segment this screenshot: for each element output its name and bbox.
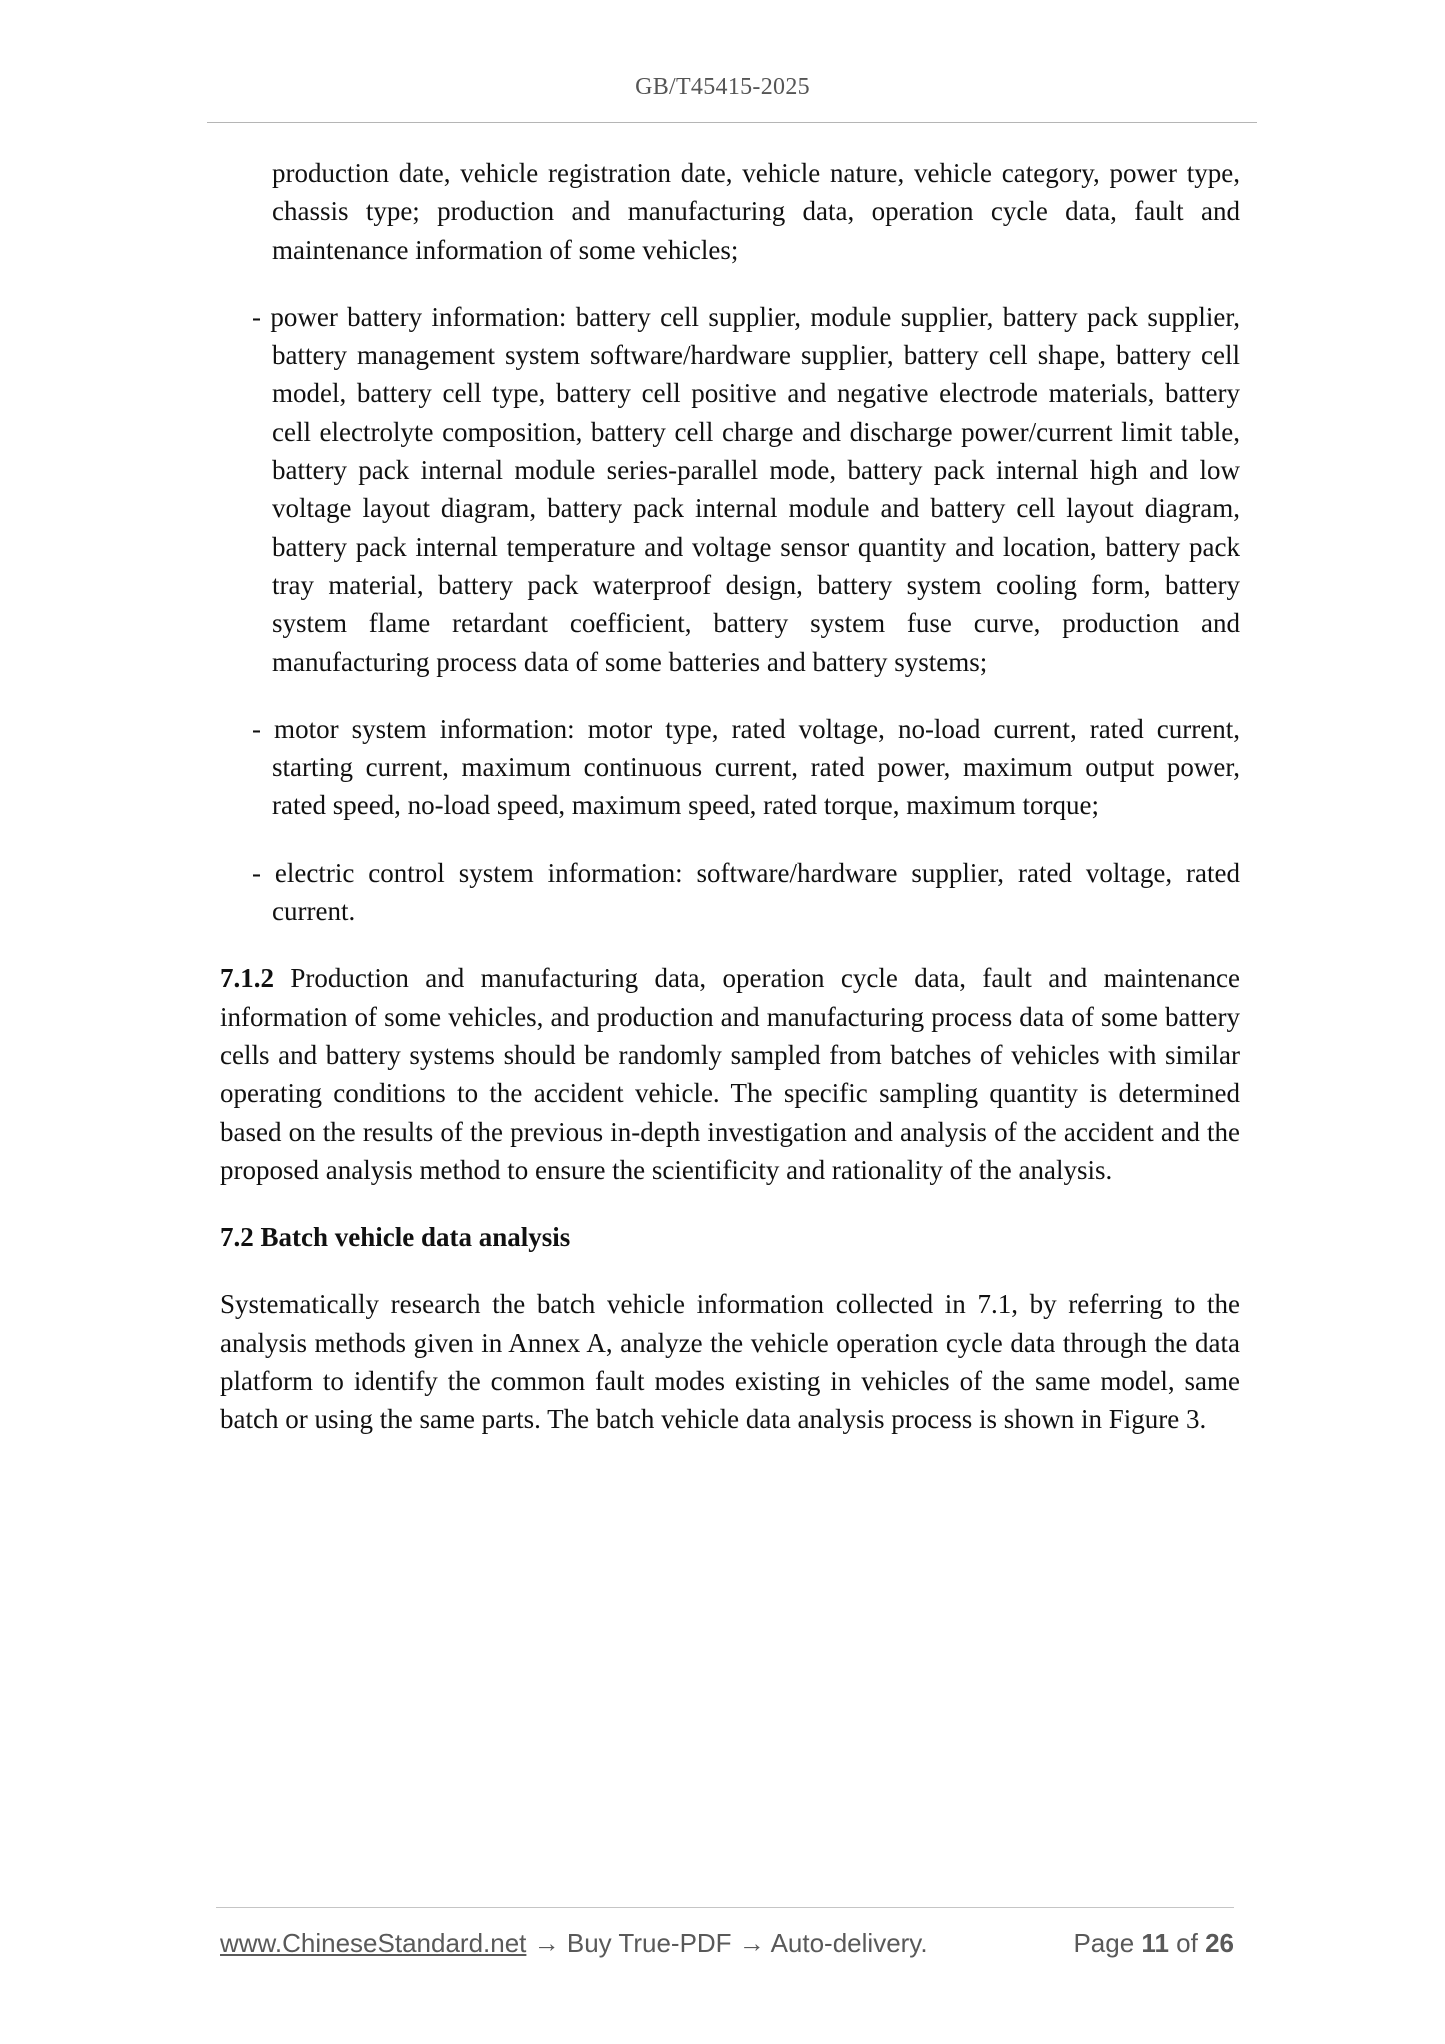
page-footer	[220, 1928, 1234, 1968]
bullet-power-battery: - power battery information: battery cell supplier, module supplier, battery pack supplier, battery management system software/hardware supplier, battery cell shape, battery cell model, battery cell type, battery cell positive and negative electrode materials, battery cell electrolyte composition, battery cell charge and discharge power/current limit table, battery pack internal module series-parallel mode, battery pack internal high and low voltage layout diagram, battery pack internal module and battery cell layout diagram, battery pack internal temperature and voltage sensor quantity and location, battery pack tray material, battery pack waterproof design, battery system cooling form, battery system flame retardant coefficient, battery system fuse curve, production and manufacturing process data of some batteries and battery systems;	[252, 301, 1240, 677]
document-body	[220, 154, 1240, 1468]
page-total: 26	[1205, 1928, 1234, 1958]
header-divider	[207, 122, 1257, 123]
section-7-2-heading: 7.2 Batch vehicle data analysis	[220, 1222, 571, 1253]
page-of: of	[1176, 1928, 1198, 1958]
bullet-electric-control: - electric control system information: software/hardware supplier, rated voltage, rated current.	[252, 857, 1240, 927]
running-header-title: GB/T45415-2025	[635, 74, 810, 100]
continuation-paragraph: production date, vehicle registration date, vehicle nature, vehicle category, power type, chassis type; production and manufacturing data, operation cycle data, fault and maintenance information of some vehicles;	[272, 158, 1240, 265]
page-indicator	[1073, 1928, 1234, 1959]
clause-7-1-2	[220, 959, 1240, 1189]
bullet-motor-system: - motor system information: motor type, rated voltage, no-load current, rated current, starting current, maximum continuous current, rated power, maximum output power, rated speed, no-load speed, maximum speed, rated torque, maximum torque;	[252, 713, 1240, 821]
page-label: Page	[1073, 1928, 1135, 1958]
clause-text: Production and manufacturing data, operation cycle data, fault and maintenance information of some vehicles, and production and manufacturing process data of some battery cells and battery systems should be randomly sampled from batches of vehicles with similar operating conditions to the accident vehicle. The specific sampling quantity is determined based on the results of the previous in-depth investigation and analysis of the accident and the proposed analysis method to ensure the scientificity and rationality of the analysis.	[220, 963, 1240, 1185]
footer-tagline: → Buy True-PDF → Auto-delivery.	[526, 1928, 928, 1958]
website-link[interactable]: www.ChineseStandard.net	[220, 1928, 527, 1958]
footer-promo	[220, 1928, 928, 1959]
section-7-2-paragraph: Systematically research the batch vehicle information collected in 7.1, by referring to the analysis methods given in Annex A, analyze the vehicle operation cycle data through the data platform to identify the common fault modes existing in vehicles of the same model, same batch or using the same parts. The batch vehicle data analysis process is shown in Figure 3.	[220, 1289, 1240, 1435]
footer-divider	[216, 1907, 1234, 1908]
page-current: 11	[1141, 1928, 1169, 1958]
clause-number: 7.1.2	[220, 963, 274, 994]
